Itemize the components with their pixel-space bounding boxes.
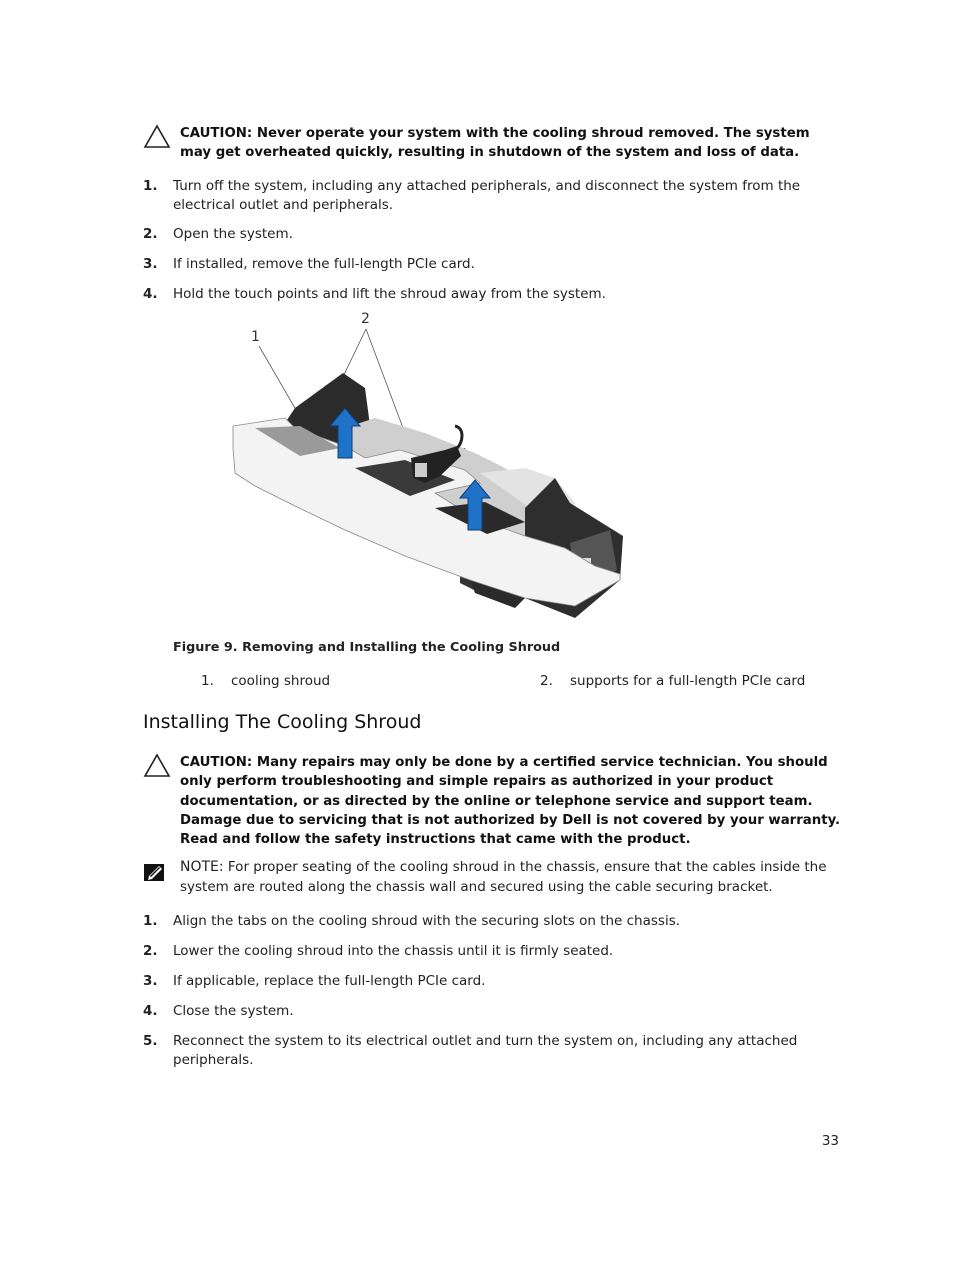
step-text: If applicable, replace the full-length PCIe card. <box>173 973 486 989</box>
list-item <box>143 972 833 992</box>
step-text: Lower the cooling shroud into the chassis until it is firmly seated. <box>173 943 614 959</box>
step-number: 3. <box>143 256 158 272</box>
list-item <box>143 912 833 932</box>
list-item <box>143 285 833 305</box>
note-pencil-icon <box>144 862 166 882</box>
legend-text: cooling shroud <box>231 673 331 689</box>
caution-triangle-icon <box>143 753 171 778</box>
legend-number: 2. <box>540 673 553 689</box>
caution-block <box>143 753 843 849</box>
legend-number: 1. <box>201 673 214 689</box>
step-text: Align the tabs on the cooling shroud with the securing slots on the chassis. <box>173 913 681 929</box>
step-number: 3. <box>143 973 158 989</box>
cooling-shroud-illustration <box>225 308 635 628</box>
figure-caption: Figure 9. Removing and Installing the Cooling Shroud <box>173 640 561 655</box>
callout-2: 2 <box>361 311 370 327</box>
caution-block <box>143 124 843 166</box>
step-number: 4. <box>143 1003 158 1019</box>
caution-triangle-icon <box>143 124 171 149</box>
step-number: 1. <box>143 913 158 929</box>
page-number: 33 <box>821 1133 839 1149</box>
step-number: 4. <box>143 286 158 302</box>
note-text: For proper seating of the cooling shroud in the chassis, ensure that the cables inside the system are routed along the chassis wall and secured using the cable securing bracket. <box>180 859 827 895</box>
section-heading: Installing The Cooling Shroud <box>143 711 422 733</box>
step-number: 2. <box>143 943 158 959</box>
list-item <box>143 177 833 215</box>
step-text: Open the system. <box>173 226 293 242</box>
note-label: NOTE: <box>180 859 224 875</box>
step-number: 1. <box>143 178 158 194</box>
step-text: Turn off the system, including any attached peripherals, and disconnect the system from the electrical outlet and peripherals. <box>173 178 801 213</box>
legend-text: supports for a full-length PCIe card <box>570 673 806 689</box>
list-item <box>143 255 833 275</box>
caution-text: CAUTION: Never operate your system with the cooling shroud removed. The system may get overheated quickly, resulting in shutdown of the system and loss of data. <box>180 126 810 161</box>
list-item <box>143 1032 833 1070</box>
step-number: 5. <box>143 1033 158 1049</box>
step-text: If installed, remove the full-length PCIe card. <box>173 256 475 272</box>
step-text: Hold the touch points and lift the shroud away from the system. <box>173 286 606 302</box>
list-item <box>143 225 833 245</box>
list-item <box>143 942 833 962</box>
list-item <box>143 1002 833 1022</box>
callout-1: 1 <box>251 329 260 345</box>
note-block <box>143 858 843 898</box>
step-number: 2. <box>143 226 158 242</box>
step-text: Close the system. <box>173 1003 294 1019</box>
step-text: Reconnect the system to its electrical outlet and turn the system on, including any attached peripherals. <box>173 1033 798 1068</box>
caution-text: CAUTION: Many repairs may only be done by a certified service technician. You should only perform troubleshooting and simple repairs as authorized in your product documentation, or as directed by the online or telephone service and support team. Damage due to servicing that is not authorized by Dell is not covered by your warranty. Read and follow the safety instructions that came with the product. <box>180 755 841 848</box>
